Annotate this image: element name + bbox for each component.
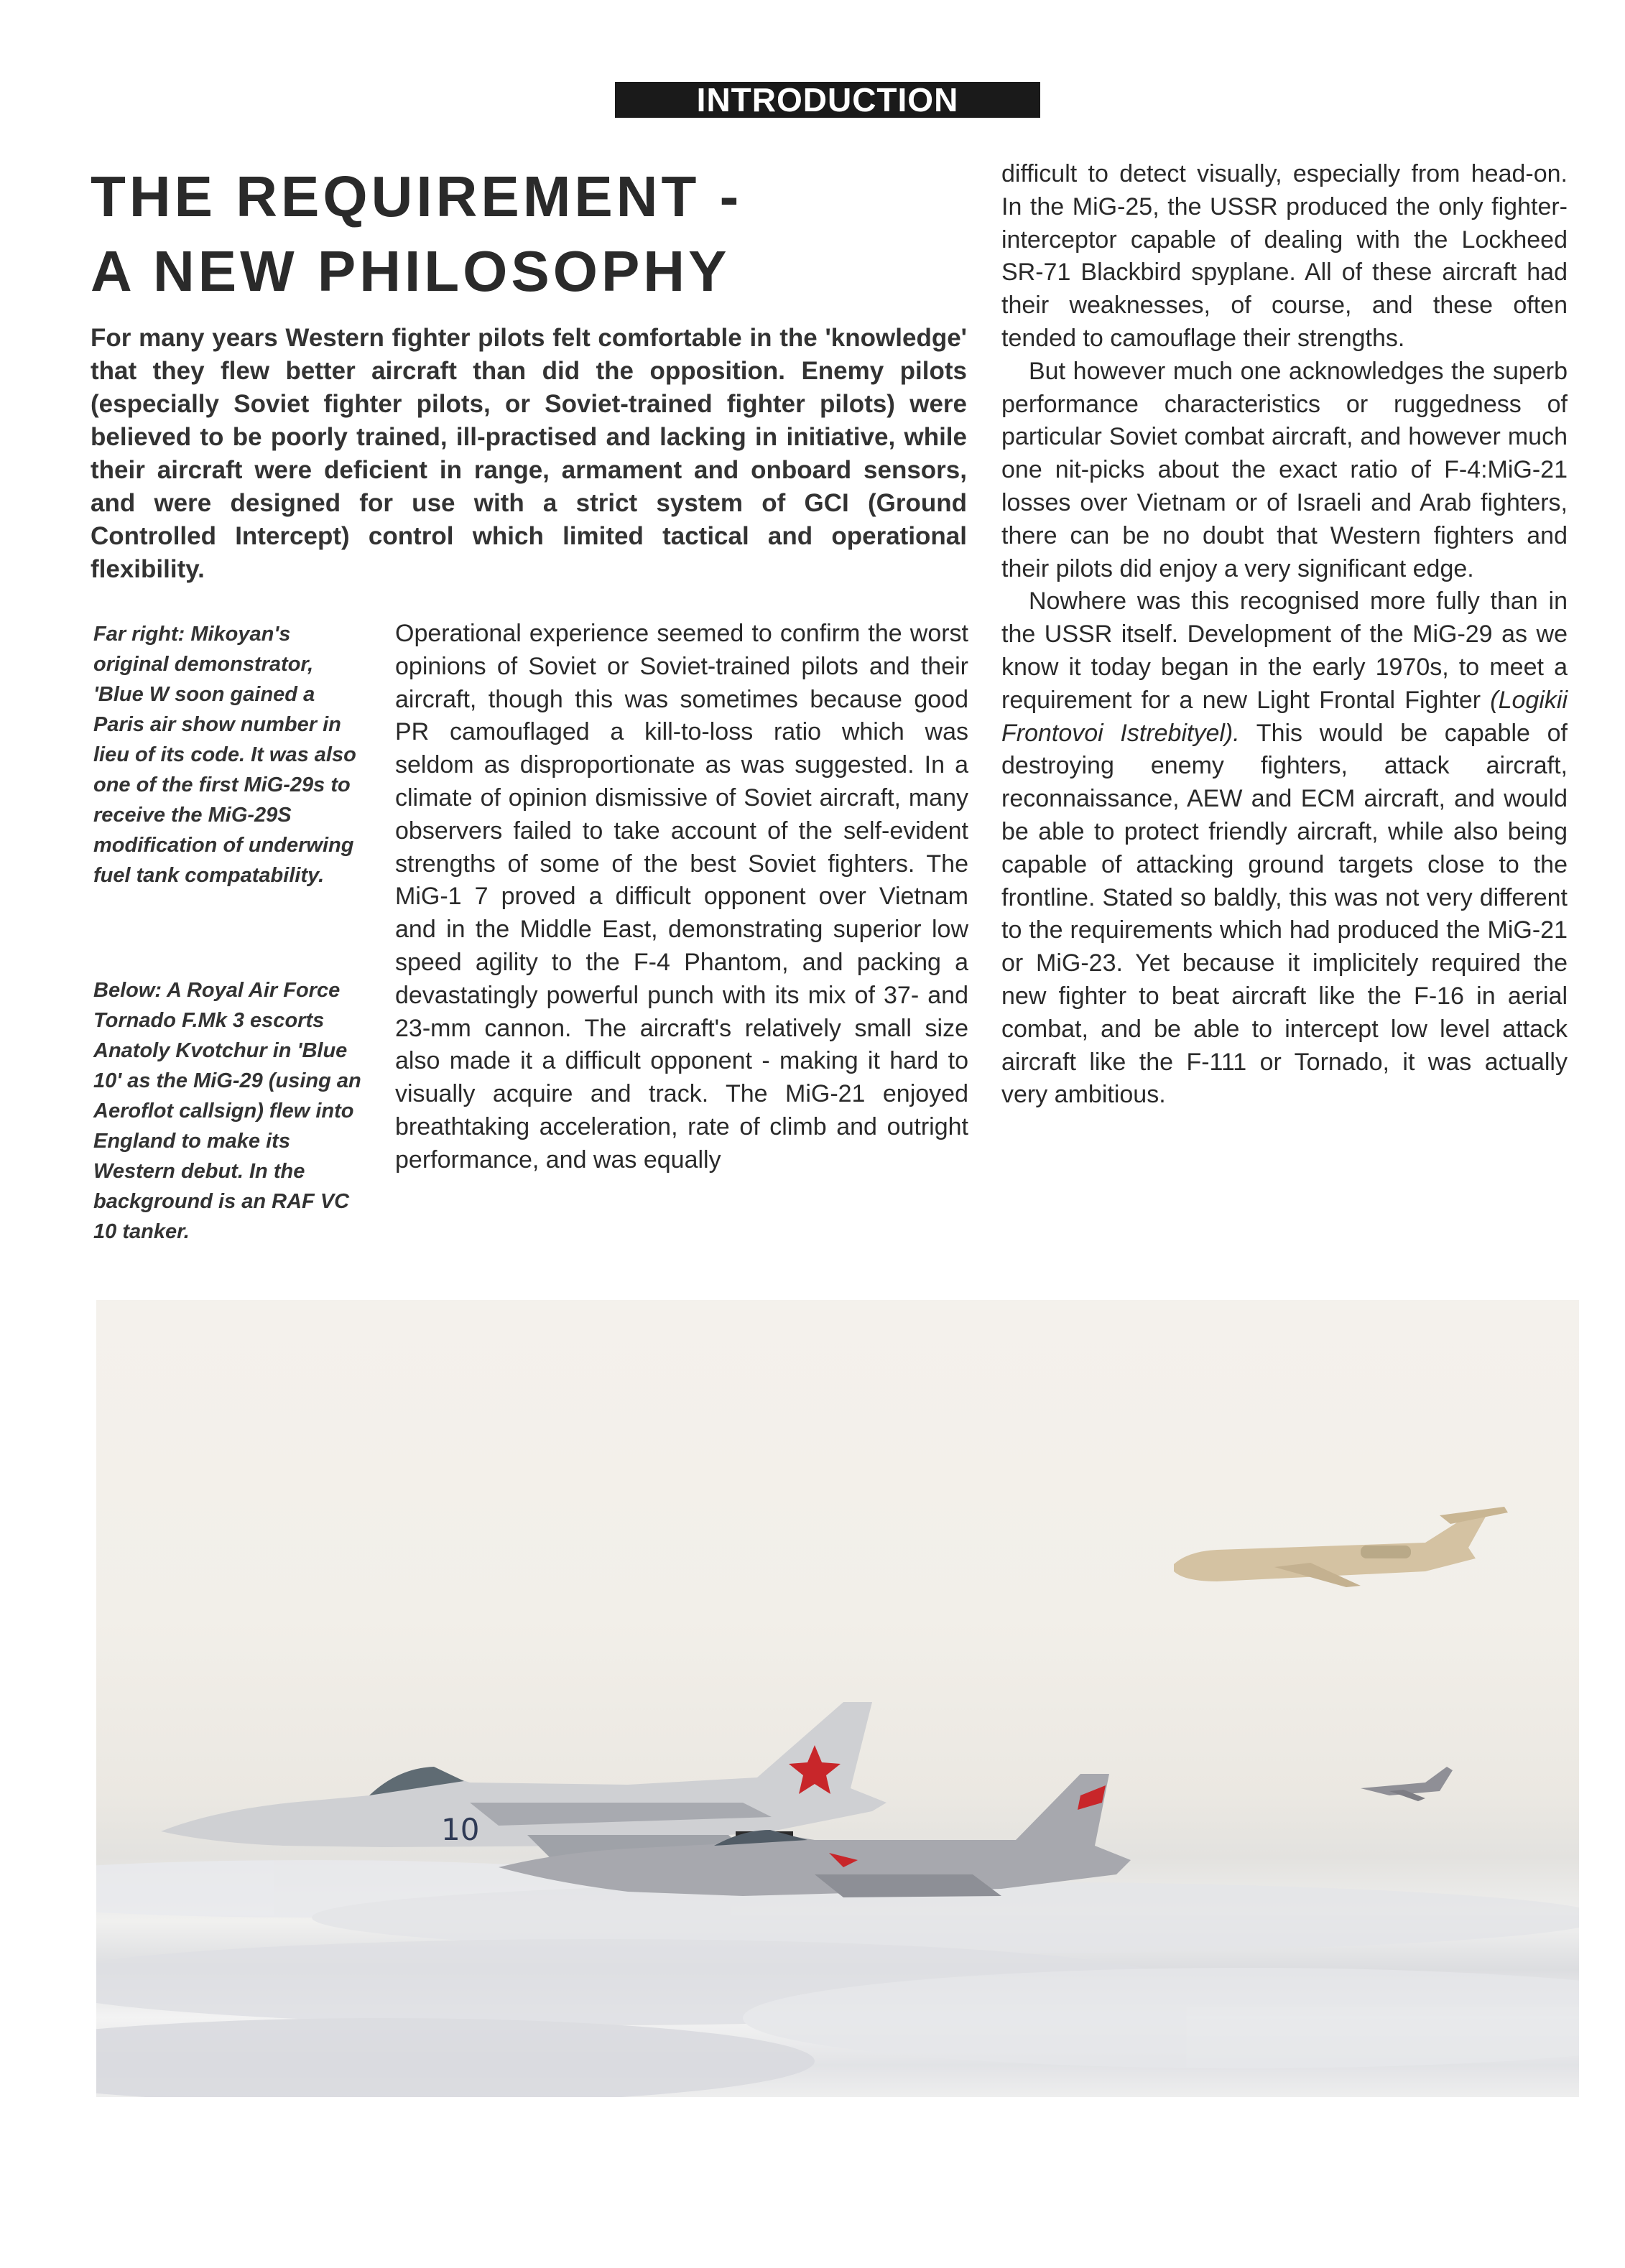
cloud-layer (96, 1860, 1579, 2097)
section-label: INTRODUCTION (615, 82, 1040, 118)
body-column-right (1001, 158, 1568, 1112)
body-paragraph: But however much one acknowledges the superb performance characteristics or ruggedness of particular Soviet combat aircraft, and however much one nit-picks about the exact ratio of F-4:MiG-21 losses over Vietnam or of Israeli and Arab fighters, there can be no doubt that Western fighters and their pilots did enjoy a very significant edge. (1001, 357, 1568, 582)
caption-below: Below: A Royal Air Force Tornado F.Mk 3 escorts Anatoly Kvotchur in 'Blue 10' as the MiG-29 (using an Aeroflot callsign) flew into England to make its Western debut. In the background is an RAF VC 10 tanker. (93, 979, 361, 1243)
aircraft-photo-illustration (96, 1300, 1579, 2097)
headline-line-2: A NEW PHILOSOPHY (91, 239, 731, 303)
body-paragraph: difficult to detect visually, especially from head-on. In the MiG-25, the USSR produced the only fighter-interceptor capable of dealing with the Lockheed SR-71 Blackbird spyplane. All of these aircraft had their weaknesses, of course, and these often tended to camouflage their strengths. (1001, 160, 1568, 352)
headline (91, 159, 924, 309)
caption-far-right: Far right: Mikoyan's original demonstrator, 'Blue W soon gained a Paris air show number in lieu of its code. It was also one of the first MiG-29s to receive the MiG-29S modification of underwing fuel tank compatability. (93, 623, 356, 887)
mig-code: 10 (441, 1812, 480, 1847)
body-paragraph: Nowhere was this recognised more fully than in the USSR itself. Development of the MiG-29 as we know it today began in the early 1970s, to meet a requirement for a new Light Frontal Fighter (Logikii Frontovoi Istrebityel). This would be capable of destroying enemy fighters, attack aircraft, reconnaissance, AEW and ECM aircraft, and would be able to protect friendly aircraft, while also being capable of attacking ground targets close to the frontline. Stated so baldly, this was not very different to the requirements which had produced the MiG-21 or MiG-23. Yet because it implicitely required the new fighter to beat aircraft like the F-16 in aerial combat, and be able to intercept low level attack aircraft like the F-111 or Tornado, it was actually very ambitious. (1001, 587, 1568, 1109)
aircraft-photo (96, 1300, 1579, 2097)
headline-line-1: THE REQUIREMENT - (91, 164, 743, 228)
russian-designation: (Logikii Frontovoi Istrebityel). (1001, 686, 1568, 747)
distant-tornado (1361, 1767, 1453, 1801)
body-column-middle (395, 618, 968, 1177)
intro-paragraph: For many years Western fighter pilots felt comfortable in the 'knowledge' that they flew better aircraft than did the opposition. Enemy pilots (especially Soviet fighter pilots, or Soviet-trained fighter pilots) were believed to be poorly trained, ill-practised and lacking in initiative, while their aircraft were deficient in range, armament and onboard sensors, and were designed for use with a strict system of GCI (Ground Controlled Intercept) control which limited tactical and operational flexibility. (91, 324, 967, 583)
vc10-tanker (1174, 1507, 1508, 1587)
body-paragraph: Operational experience seemed to confirm the worst opinions of Soviet or Soviet-trained pilots and their aircraft, though this was sometimes because good PR camouflaged a kill-to-loss ratio which was seldom as disproportionate as was suggested. In a climate of opinion dismissive of Soviet aircraft, many observers failed to take account of the self-evident strengths of some of the best Soviet fighters. The MiG-1 7 proved a difficult opponent over Vietnam and in the Middle East, demonstrating superior low speed agility to the F-4 Phantom, and packing a devastatingly powerful punch with its mix of 37- and 23-mm cannon. The aircraft's relatively small size also made it a difficult opponent - making it hard to visually acquire and track. The MiG-21 enjoyed breathtaking acceleration, rate of climb and outright performance, and was equally (395, 620, 968, 1173)
